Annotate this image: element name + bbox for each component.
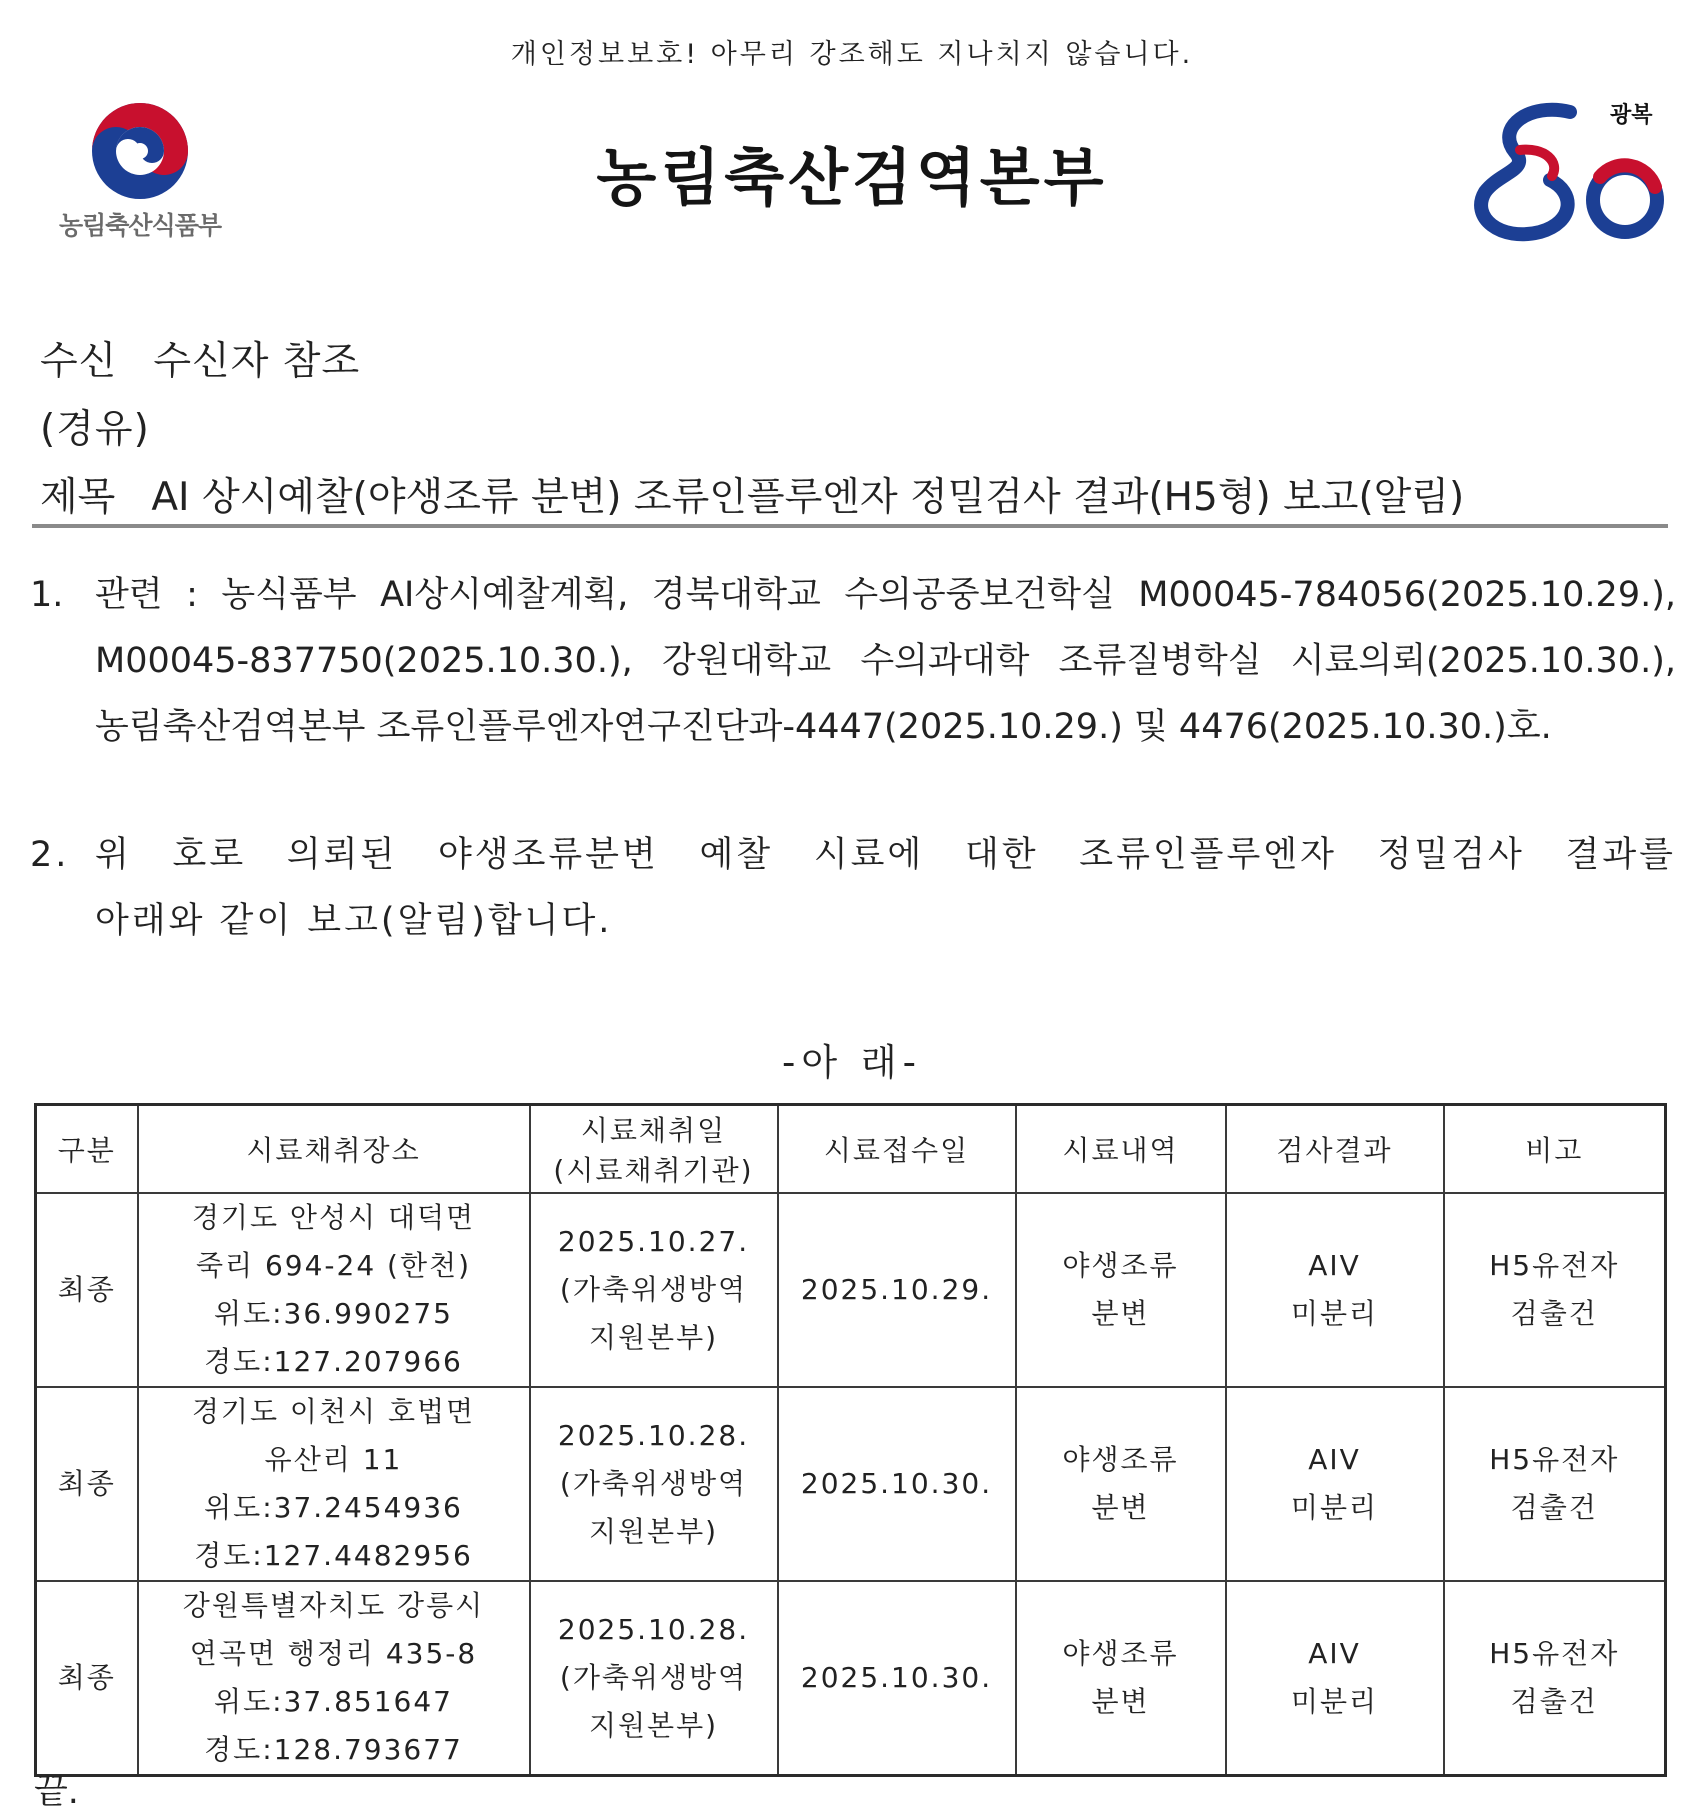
collect-agency-2: 지원본부) [588, 1709, 719, 1742]
table-row [36, 1193, 1666, 1387]
result-line-2: 미분리 [1290, 1297, 1379, 1330]
sample-line-1: 야생조류 [1062, 1637, 1179, 1670]
collect-agency-1: (가축위생방역 [559, 1273, 748, 1306]
subject-line [40, 466, 1464, 522]
location-latitude: 위도:37.851647 [214, 1685, 453, 1718]
collect-agency-2: 지원본부) [588, 1515, 719, 1548]
sample-cell [1016, 1193, 1226, 1387]
category-cell: 최종 [36, 1193, 138, 1387]
paragraph-1 [30, 562, 1676, 762]
privacy-notice: 개인정보보호! 아무리 강조해도 지나치지 않습니다. [510, 39, 1194, 70]
receipt-date-cell: 2025.10.29. [778, 1193, 1016, 1387]
paragraph-2-number: 2. [30, 835, 70, 875]
table-row [36, 1387, 1666, 1581]
paragraph-1-number: 1. [30, 575, 64, 615]
location-address-2: 연곡면 행정리 435-8 [189, 1637, 478, 1670]
location-address-1: 경기도 안성시 대덕면 [191, 1201, 476, 1234]
remark-line-2: 검출건 [1510, 1491, 1598, 1524]
result-cell [1226, 1581, 1444, 1776]
remark-line-1: H5유전자 [1489, 1637, 1620, 1670]
end-mark: 끝. [34, 1772, 79, 1812]
paragraph-2 [30, 822, 1676, 962]
receipt-date-cell: 2025.10.30. [778, 1387, 1016, 1581]
results-table [34, 1103, 1667, 1777]
result-line-2: 미분리 [1290, 1491, 1379, 1524]
title-divider [32, 524, 1668, 528]
collect-cell [530, 1581, 778, 1776]
sample-line-1: 야생조류 [1062, 1443, 1179, 1476]
header-collect-date-line-1: 시료채취일 [580, 1114, 727, 1147]
result-cell [1226, 1387, 1444, 1581]
paragraph-1-line-1: 관련 : 농식품부 AI상시예찰계획, 경북대학교 수의공중보건학실 M00045-784056(2025.10.29.), [95, 575, 1676, 615]
header-location: 시료채취장소 [138, 1105, 530, 1194]
via-line: (경유) [40, 407, 150, 452]
header-receipt-date: 시료접수일 [778, 1105, 1016, 1194]
recipient-line [40, 330, 360, 386]
table-row [36, 1581, 1666, 1776]
category-cell: 최종 [36, 1387, 138, 1581]
header-result: 검사결과 [1226, 1105, 1444, 1194]
remark-line-1: H5유전자 [1489, 1249, 1620, 1282]
location-cell [138, 1193, 530, 1387]
recipient-label: 수신 [40, 339, 118, 384]
location-address-1: 경기도 이천시 호법면 [191, 1395, 476, 1428]
collect-date: 2025.10.28. [557, 1419, 750, 1452]
sample-cell [1016, 1387, 1226, 1581]
collect-date: 2025.10.27. [557, 1225, 750, 1258]
category-cell: 최종 [36, 1581, 138, 1776]
table-header-row [36, 1105, 1666, 1194]
location-longitude: 경도:128.793677 [204, 1733, 463, 1766]
location-address-2: 죽리 694-24 (한천) [195, 1249, 472, 1282]
sample-line-1: 야생조류 [1062, 1249, 1179, 1282]
collect-cell [530, 1387, 778, 1581]
location-longitude: 경도:127.207966 [204, 1345, 463, 1378]
subject-label: 제목 [40, 475, 116, 520]
location-latitude: 위도:36.990275 [214, 1297, 453, 1330]
remark-cell [1444, 1387, 1666, 1581]
location-address-2: 유산리 11 [264, 1443, 403, 1476]
recipient-value: 수신자 참조 [153, 339, 361, 384]
header-remark: 비고 [1444, 1105, 1666, 1194]
remark-line-2: 검출건 [1510, 1685, 1598, 1718]
ministry-name: 농림축산식품부 [58, 211, 222, 240]
org-title: 농림축산검역본부 [596, 141, 1108, 214]
result-line-1: AIV [1308, 1249, 1361, 1282]
sample-cell [1016, 1581, 1226, 1776]
sample-line-2: 분변 [1091, 1491, 1150, 1524]
anniversary-label: 광복 [1610, 103, 1653, 128]
collect-date: 2025.10.28. [557, 1613, 750, 1646]
paragraph-1-line-2: M00045-837750(2025.10.30.), 강원대학교 수의과대학 조류질병학실 시료의뢰(2025.10.30.), [95, 641, 1676, 681]
result-line-2: 미분리 [1290, 1685, 1379, 1718]
remark-cell [1444, 1581, 1666, 1776]
remark-line-2: 검출건 [1510, 1297, 1598, 1330]
subject-value: AI 상시예찰(야생조류 분변) 조류인플루엔자 정밀검사 결과(H5형) 보고(알림) [151, 475, 1465, 520]
sample-line-2: 분변 [1091, 1297, 1150, 1330]
liberation-80-emblem-icon [1460, 92, 1670, 252]
location-cell [138, 1387, 530, 1581]
result-line-1: AIV [1308, 1637, 1361, 1670]
location-cell [138, 1581, 530, 1776]
paragraph-1-line-3: 농림축산검역본부 조류인플루엔자연구진단과-4447(2025.10.29.) 및 4476(2025.10.30.)호. [95, 707, 1552, 747]
remark-cell [1444, 1193, 1666, 1387]
paragraph-2-line-2: 아래와 같이 보고(알림)합니다. [95, 901, 613, 941]
liberation-80-logo [1460, 92, 1670, 252]
location-longitude: 경도:127.4482956 [194, 1539, 473, 1572]
result-cell [1226, 1193, 1444, 1387]
header-sample: 시료내역 [1016, 1105, 1226, 1194]
collect-agency-1: (가축위생방역 [559, 1467, 748, 1500]
collect-agency-1: (가축위생방역 [559, 1661, 748, 1694]
header-collect-date [530, 1105, 778, 1194]
receipt-date-cell: 2025.10.30. [778, 1581, 1016, 1776]
collect-cell [530, 1193, 778, 1387]
sample-line-2: 분변 [1091, 1685, 1150, 1718]
header-collect-date-line-2: (시료채취기관) [553, 1154, 754, 1187]
paragraph-2-line-1: 위 호로 의뢰된 야생조류분변 예찰 시료에 대한 조류인플루엔자 정밀검사 결과를 [95, 835, 1676, 875]
arae-heading: -아 래- [782, 1041, 922, 1084]
result-line-1: AIV [1308, 1443, 1361, 1476]
location-address-1: 강원특별자치도 강릉시 [182, 1589, 485, 1622]
remark-line-1: H5유전자 [1489, 1443, 1620, 1476]
location-latitude: 위도:37.2454936 [204, 1491, 463, 1524]
header-category: 구분 [36, 1105, 138, 1194]
collect-agency-2: 지원본부) [588, 1321, 719, 1354]
